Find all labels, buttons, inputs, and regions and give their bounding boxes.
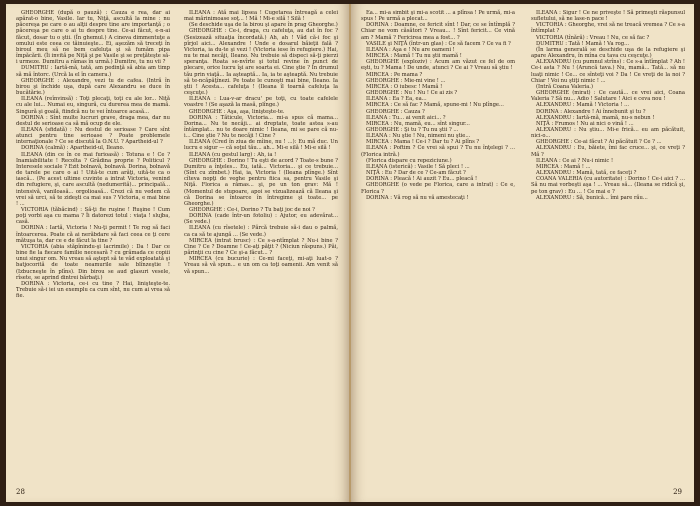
paragraph: DORINA : Iartă, Victoria ! Nu-ţi permit ! Te rog să faci întoarcerea. Poate că ai nerăbdare să faci ceea ce ţi cere mătuşa ta, dar ce e de făcut la tine ?	[16, 225, 170, 244]
paragraph: ILEANA : Sigur ! Ce ne priveşte ! Să primeşti răspunsul sufletului, să ne lase-n pace !	[531, 10, 685, 23]
paragraph: GHEORGHE : Cauza ?	[366, 108, 425, 115]
paragraph: DUMITRU : Tată ! Mamă ! Va rog...	[536, 40, 630, 47]
paragraph: GHEORGHE : Şi tu ? Tu nu ştii ? ...	[366, 126, 459, 133]
paragraph: DORINA (cade într-un fotoliu) : Ajutor, eu adevărat... (Se vede.)	[184, 213, 338, 226]
paragraph: ILEANA (Cred în ziua de mîine, nu ! ...): Eu mă duc. Un lucru e sigur — că soţul tău... ah... Mi-e silă ! Mi-e silă !	[184, 139, 338, 152]
paragraph: DORINA : Vă rog să nu vă amestecaţi !	[366, 194, 469, 201]
book-spread	[6, 4, 694, 502]
paragraph: (Se deschide uşa de la birou şi apare în prag Gheorghe.)	[189, 22, 338, 29]
paragraph: ILEANA : Ea ? Ea, ea...	[366, 96, 427, 103]
paragraph: MIRCEA : O iubesc ! Mamă !	[366, 83, 443, 90]
paragraph: (Intră Coana Valeria.)	[536, 83, 593, 90]
paragraph: GHEORGHE : Ce-i, draga, cu cafeluţa, au dat în foc ? (Sesizează situaţia încordată.) Ah, ah ! Văd că-i foc şi pîrjol aici... Alexandre ! Unde e dosarul băieţii fală ? Victoria, ia du-te şi vezi ! (Victoria iese în refugiere.) Hai, nu te mai necăji, Ileano. Nu trebuie să dispeci să-ţi pierzi speranţa. Roata se-nvîrte şi totul revine în punct de plecare, orice lucru îşi are soarta ei. Cine ştie ? În drumul tău prin viaţă... Ia aşteaptă... Ia, ia te aşteaptă. Nu trebuie să te-ncăpăţînezi. Pe toate le cunoşti mai bine, Ileano. Ia ştii ! Acesta... cafeluţa ! (Ileana îl toarnă cafeluţa la ceşcuţe.)	[184, 28, 338, 97]
right-page	[351, 4, 694, 502]
paragraph: GHEORGHE : Alexandre, vezi tu de cafea. (Intră în birou şi închide uşa, după care Alexandru se duce în bucătărie.)	[16, 77, 170, 97]
paragraph: Ea... mi-a simbit şi mi-a scotit ... a plînsa ! Pe urmă, mi-a spus ! Pe urmă a plecat...	[361, 10, 515, 23]
paragraph: ILEANA : Aşa e ! Nu are oameni !	[366, 46, 455, 53]
right-column-a	[361, 10, 515, 201]
paragraph: ILEANA (sfidată) : Nu destul de serioase ? Care sînt atunci pentru tine serioase ? Poate problemele internaţionale ? Ce se discută la O.N.U. ? Apartheid-ul ?	[16, 126, 170, 146]
right-column-b	[531, 10, 685, 201]
paragraph: ILEANA : Poftim ? Ce vrei să spui ? Tu nu înţelegi ? ... (Florica intră.)	[361, 145, 515, 158]
paragraph: ALEXANDRU : Mamă ! Victoria ! ...	[536, 102, 630, 109]
paragraph: DORINA (calmă) : Apartheid-ul, Ileano.	[21, 145, 125, 152]
paragraph: (Florica dispare cu repeziciune.)	[366, 157, 452, 164]
paragraph: ILEANA : Tu... ai venit aici... ?	[366, 114, 446, 121]
paragraph: GHEORGHE : Aşa, aşa, linişteşte-te.	[189, 108, 285, 115]
paragraph: GHEORGHE : Mie-mi vine ! ...	[366, 77, 446, 84]
paragraph: VICTORIA (tînără) : Vreau ! Nu, ce să fac ?	[536, 34, 650, 41]
paragraph: VICTORIA : Gheorghe, vrei să ne treacă vremea ? Ce s-a întîmplat ?	[531, 22, 685, 35]
left-column-b	[184, 10, 338, 275]
paragraph: ILEANA (reînvinsă) : Toţi plecaţi, toţi cu ale lor... Niţă cu ale lui... Numai eu, singură, cu durerea mea de mamă. Singură şi goală, fiindcă nu te vei întoarce acasă...	[16, 96, 170, 115]
paragraph: GHEORGHE : Ce-ai făcut ? Ai păcătuit ? Ce ? ...	[536, 139, 662, 146]
paragraph: MIRCEA : Mamă ! Tu nu ştii mamă !	[366, 53, 462, 60]
paragraph: COANA VALERIA (cu autoritate) : Dorino ! Ce-i aici ? ... Să nu mai vorbeşti aşa ! ... Vreau să... (Ileana se ridică şi, pe ton grav) : Eu ... ! Ce mai e ?	[531, 176, 685, 195]
paragraph: ILEANA (din ce în ce mai furioasă) : Totuna e ! Ce ? Inamiabilitate ! Recolta ? Grădina proprie ? Politicul ? Interesele sociale ? Ezit bolnavă, bolnavă. Dorina, bolnavă de tarele pe care o ai ! Uită-te cum arăţi, uită-te ca o iască... (Pe acest ultime cuvinte a intrat Victoria, venind din refugiere, şi, care ascultă (nedumerită)... principală... intensivă, vaniloasă... orgolioasă... Crezi că nu vedem că vrei să urci, să te zideşti ca mai sus ? Victoria, e mai bine ! ...	[16, 151, 170, 207]
paragraph: ALEXANDRU : Mamă, tată, ce faceţi ?	[536, 170, 637, 177]
paragraph: ILEANA (cu rîsetele) : Părcă trebuie să-i dau o palmă, ca ca să te ajungă ... (Se vede.)	[184, 225, 338, 238]
paragraph: GHEORGHE (după o pauză) : Cauza e rea, dar ai apărat-o bine, Vasile. Iar tu, Niţă, ascultă la mine : nu păcereşa pe care o au alţii despre tine are importanţă ; o păcereşa pe care o ai tu despre tine. Ce-ai făcut, e-n-ai făcut, dosar tu o ştii. (În ghemul.) A cineva dimmentuţe a omului este ceea ce tăinuieşte... Ei, aşezăm să treceţi în biroul meu să ne bem cafeluţa şi să fumăm pipa împăcării. (Îi invită pe Niţă şi pe Vasile şi se preţăteşte să-i urmeze. Dumitru a rămas în urmă.) Dumitre, tu nu vii ?	[16, 10, 170, 66]
left-column-a	[16, 10, 170, 299]
paragraph: GHEORGHE (o vede pe Florica, care a intrat) : Ce e, Florica ?	[361, 182, 515, 195]
paragraph: NIŢĂ : Frumos ! Nu ai nici o vină ! ...	[536, 120, 634, 127]
paragraph: DUMITRU : Iartă-mă, tată, am pedinţă să abia am timp să mă întorc. (Urcă la el în camera.)	[16, 65, 170, 78]
paragraph: DORINA : Doamne, ce fericit sînt ! Dar, ce se întîmplă ? Chiar ne vom căsători ? Vreau... ! Sînt fericit... Ce vină am ? Mamă ? Fericirea mea a fost... ?	[361, 22, 515, 41]
paragraph: ILEANA : Ată mai lipsea ! Cugetarea întreagă a celei mai mărinimoase soţ... ! Mă ! Mi-e silă ! Silă !	[184, 10, 338, 23]
paragraph: GHEORGHE : Dorino ! Tu eşti de acord ? Toate-s bune ? Dumitru a înţeles... Eu, iată... Victoria... şi ce trebuie... (Sînt cu zîmbet.) Hai, ia, Victoria ! (Ileana plînge.) Sînt cîteva nopţi de veghe pentru fiica sa, pentru Vasile şi Niţă. Florica a rămas... şi, pe un ton grav: Mă ! (Momentul de stupoare, apoi se vizualizează că Ileana şi că Dorina se întoarce în întregime şi toate... pe Gheorghe.)	[184, 157, 338, 207]
paragraph: DORINA : Pleacă ! Ai auzit ? Eu... pleacă !	[366, 176, 478, 183]
paragraph: GHEORGHE : Ce-i, Dorino ? Tu baţi joc de noi ?	[189, 207, 315, 213]
paragraph: MIRCEA : Nu, mamă, eu... sînt singur...	[366, 120, 470, 127]
paragraph: DORINA : Tăticule, Victoria... mi-a spus că mama... Dorina... Nu te necăji... ai dreptate, toate astea s-au întâmplat... nu te doare nimic ! Ileana, mi se pare că nu-i... Cine ştie ? Nu te necăji ! Cine ?	[184, 114, 338, 140]
paragraph: GHEORGHE : Nu ! Nu ! Ce ai zis ?	[366, 90, 458, 97]
paragraph: MIRCEA (cu bucurie) : Ce-mi faceţi, mi-aţi luat-o ? Vreau să vă spun... e un om ca toţi oamenii. Am venit să vă spun...	[184, 256, 338, 275]
paragraph: DORINA : Victoria, ce-i cu tine ? Hai, linişteşte-te. Trebuie să-i iei un exemplu ca cum sînt, nu cum ai vrea să fie.	[16, 280, 170, 300]
left-page	[6, 4, 349, 502]
paragraph: MIRCEA : Mamă ! ...	[536, 163, 591, 170]
paragraph: ILEANA : Lua-v-ar dracu' pe toţi, cu toate cafelele voastre ! (Se aşază la masă, plînge.)	[184, 96, 338, 109]
paragraph: DORINA : Sînt multe lucruri grave, draga mea, dar nu destul de serioase ca să mă ocup de ele.	[16, 114, 170, 127]
paragraph: ILEANA (cu gestul larg) : Ah, ia !	[189, 151, 277, 158]
paragraph: ALEXANDRU : Nu ştiu... Mi-e frică... eu am păcătuit, nici-o...	[531, 126, 685, 140]
paragraph: (În larma generală se deschide uşa de la refugiere şi apare Alexandru, în mîna cu tava cu ceşcuţe.)	[531, 46, 685, 60]
paragraph: ALEXANDRU : Să, bunică... îmi pare rău...	[536, 194, 648, 201]
paragraph: ALEXANDRU : Iartă-mă, mamă, nu-s nebun !	[536, 114, 655, 121]
paragraph: MIRCEA : Ce să fac ? Mamă, spune-mi ! Nu plînge...	[366, 102, 504, 109]
paragraph: MIRCEA (intrat brusc) : Ce s-a-ntîmplat ? Nu-i bine ? Cine ? Ce ? Doamne ! Ce-aţi păţit ? (Niciun răspuns.) Păi, părinţii cu cine ? Ce şi-a făcut... ?	[184, 237, 338, 257]
paragraph: ILEANA (isterică) : Vasile ! Să pleci ! ...	[366, 163, 470, 170]
paragraph: ILEANA : Nu ştie ! Nu, nimeni nu ştie...	[366, 133, 471, 140]
paragraph: ALEXANDRU : Eu, băiete, îmi fac cruce... şi, ce vreţi ? Mă ?	[531, 145, 685, 158]
paragraph: VICTORIA (abia stăpînindu-şi lacrimile) : Da ! Dar ce bine fie la fiecare familie necesară ? cu grămada ce copiii unui singur om. Nu vreau să aştept să te văd exploatată şi batjocorită de toate neamurile sale blînzeştie ! (Izbucneşte în plîns). Din birou se aud glasuri vesele, rîsete, se aprind dintrei bărbaţi.)	[16, 243, 170, 281]
paragraph: DORINA : Alexandre ! Ai înnebunit şi tu ?	[536, 108, 646, 115]
paragraph: VICTORIA (tăbăcind) : Să-ţi fie ruşine ! Ruşine ! Cum poţi vorbi aşa cu mama ? Îi datorezi totul : viaţa ! slujba, casă.	[16, 207, 170, 226]
page-number: 29	[673, 488, 682, 496]
page-number: 28	[16, 488, 25, 496]
paragraph: GHEORGHE (mirat) : Ce caută... ce vrei aici, Coana Valeria ? Să nu... Adio ! Salutare ! Aici e ceva nou !	[531, 90, 685, 103]
paragraph: ALEXANDRU (cu pumnul strîns) : Ce s-a întîmplat ? Ah ! Ce-i asta ? Nu ! (Aruncă tava.) Nu, mamă... Tată... să nu luaţi nimic ! Ce... ce sînteţi voi ? Da ! Ce vreţi de la noi ? Chiar ! Voi nu ştiţi nimic ! ...	[531, 59, 685, 84]
paragraph: GHEORGHE (exploziv) : Acum am văzut ce fel de om eşti, tu ? Mama ! De unde, atunci ? Ce ai ? Vreau să ştiu !	[361, 59, 515, 72]
paragraph: NIŢĂ : Eu ? Dar de ce ? Ce-am făcut ?	[366, 170, 466, 177]
paragraph: MIRCEA : Mama ! Ce-i ? Dar tu ? Ai plîns ?	[366, 139, 480, 146]
paragraph: VASILE şi NIŢĂ (într-un glas) : Ce să facem ? Ce va fi ?	[366, 40, 511, 47]
paragraph: ILEANA : Ce ai ? Nu-i nimic !	[536, 157, 614, 164]
paragraph: MIRCEA : Pe mama ?	[366, 71, 423, 78]
